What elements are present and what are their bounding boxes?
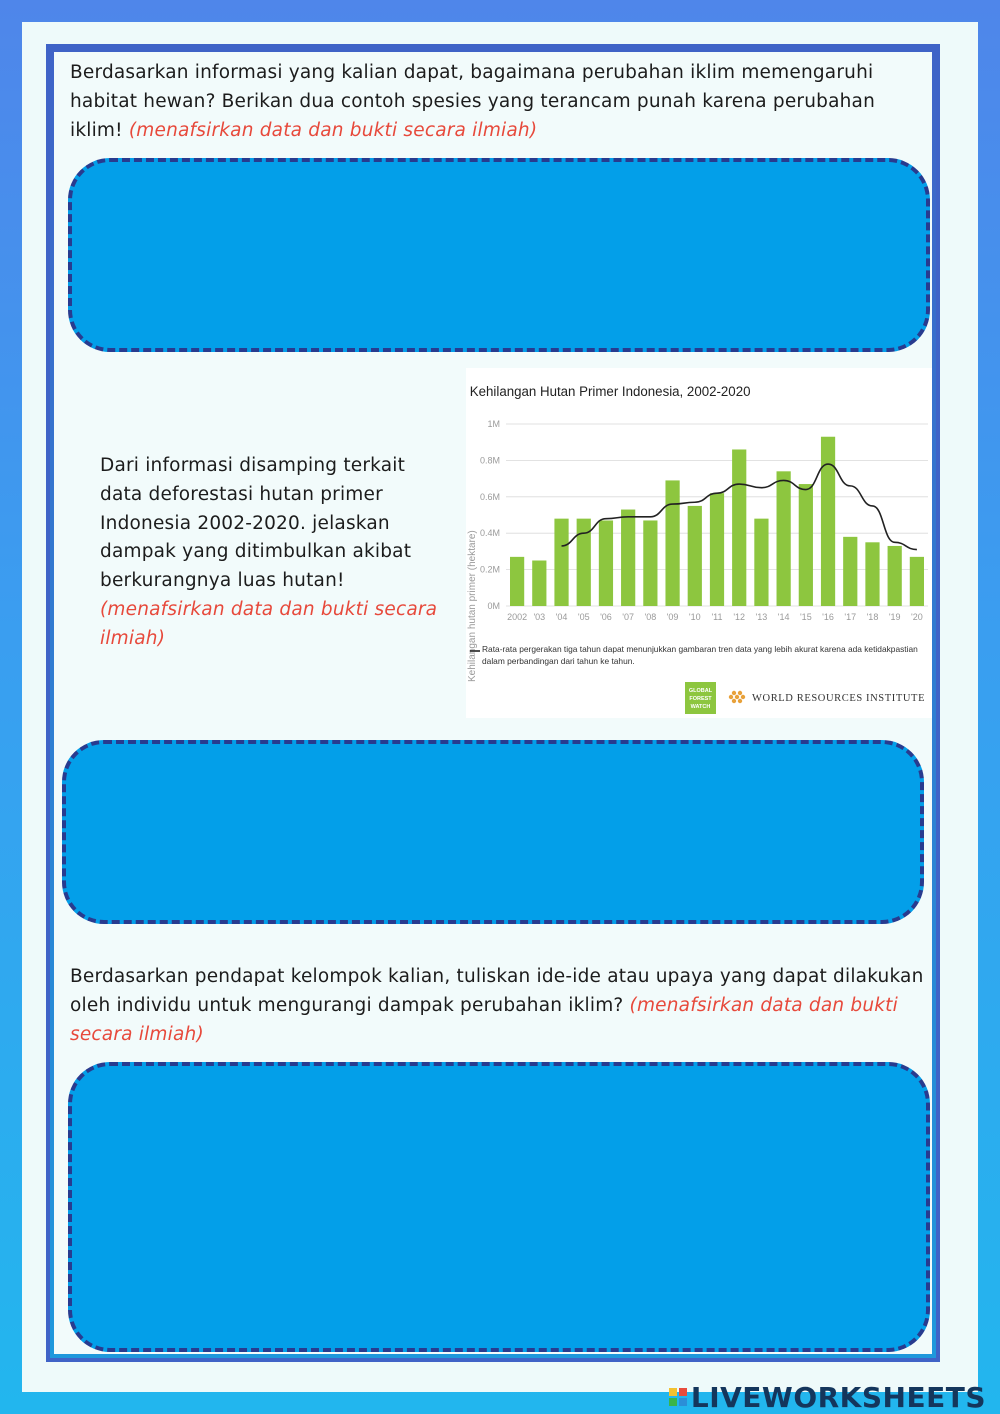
x-tick-label: '05: [577, 612, 590, 622]
x-tick-label: '18: [866, 612, 879, 622]
question-2-text: Dari informasi disamping terkait data deforestasi hutan primer Indonesia 2002-2020. jelaskan dampak yang ditimbulkan akibat berkurangnya luas hutan!: [100, 455, 412, 592]
question-1: [70, 58, 930, 145]
x-tick-label: '09: [666, 612, 679, 622]
x-tick-label: '07: [622, 612, 635, 622]
chart-title: Kehilangan Hutan Primer Indonesia, 2002-2020: [469, 383, 751, 400]
y-tick-label: 0.2M: [479, 564, 500, 575]
x-tick-label: '08: [644, 612, 657, 622]
x-tick-label: '20: [911, 612, 923, 622]
y-tick-label: 0.4M: [479, 528, 500, 539]
deforestation-chart: [466, 368, 932, 718]
x-tick-label: '11: [711, 612, 723, 622]
y-tick-label: 0.8M: [479, 455, 500, 466]
gfw-logo-line-2: FOREST: [689, 696, 712, 702]
x-tick-label: '04: [555, 612, 568, 622]
x-tick-label: '06: [600, 612, 612, 622]
gfw-logo-line-3: WATCH: [690, 704, 711, 710]
question-1-text: Berdasarkan informasi yang kalian dapat, bagaimana perubahan iklim memengaruhi habitat hewan? Berikan dua contoh spesies yang terancam punah karena perubahan iklim!: [70, 62, 875, 141]
x-tick-label: 2002: [507, 612, 528, 622]
x-tick-label: '16: [822, 612, 834, 622]
liveworksheets-logo[interactable]: [669, 1382, 986, 1412]
answer-box-2[interactable]: [62, 740, 924, 924]
bar: [910, 557, 924, 606]
question-1-hint: (menafsirkan data dan bukti secara ilmiah): [128, 120, 538, 141]
chart-svg: [466, 368, 932, 718]
bar: [821, 437, 835, 606]
x-tick-label: '12: [733, 612, 746, 622]
x-tick-label: '15: [799, 612, 812, 622]
bar: [621, 510, 635, 606]
bar: [799, 484, 813, 606]
wri-source-label: WORLD RESOURCES INSTITUTE: [752, 693, 926, 704]
y-tick-label: 1M: [487, 419, 500, 429]
bar: [599, 520, 613, 606]
bar: [643, 520, 657, 606]
question-3-hint: (menafsirkan data dan bukti secara ilmiah): [70, 995, 898, 1045]
liveworksheets-logo-icon: [669, 1388, 687, 1406]
x-tick-label: '03: [533, 612, 546, 622]
question-3-text: Berdasarkan pendapat kelompok kalian, tuliskan ide-ide atau upaya yang dapat dilakukan oleh individu untuk mengurangi dampak perubahan iklim?: [70, 966, 924, 1016]
legend-trend-text: Rata-rata pergerakan tiga tahun dapat menunjukkan gambaran tren data yang lebih akurat karena ada ketidakpastian dalam perbandingan dari tahun ke tahun.: [482, 644, 918, 666]
bar: [688, 506, 702, 606]
answer-box-3[interactable]: [68, 1062, 930, 1352]
bar: [754, 519, 768, 606]
y-tick-label: 0M: [487, 601, 500, 611]
chart-ylabel: Kehilangan hutan primer (hektare): [467, 530, 478, 682]
x-tick-label: '19: [888, 612, 901, 622]
x-tick-label: '17: [844, 612, 857, 622]
bar: [843, 537, 857, 606]
liveworksheets-logo-text: LIVEWORKSHEETS: [690, 1380, 986, 1414]
bar: [532, 561, 546, 607]
bar: [865, 542, 879, 606]
question-2: [100, 452, 440, 654]
y-tick-label: 0.6M: [479, 491, 500, 502]
question-2-hint: (menafsirkan data dan bukti secara ilmiah): [100, 598, 438, 649]
bar: [888, 546, 902, 606]
x-tick-label: '13: [755, 612, 768, 622]
bar: [732, 449, 746, 606]
bar: [665, 480, 679, 606]
gfw-logo-line-1: GLOBAL: [688, 688, 713, 694]
x-tick-label: '10: [688, 612, 701, 622]
answer-box-1[interactable]: [68, 158, 930, 352]
bar: [554, 519, 568, 606]
wri-logo-icon: [729, 691, 745, 703]
bar: [510, 557, 524, 606]
question-3: [70, 962, 930, 1049]
x-tick-label: '14: [777, 612, 790, 622]
bar: [777, 471, 791, 606]
bar: [710, 493, 724, 606]
